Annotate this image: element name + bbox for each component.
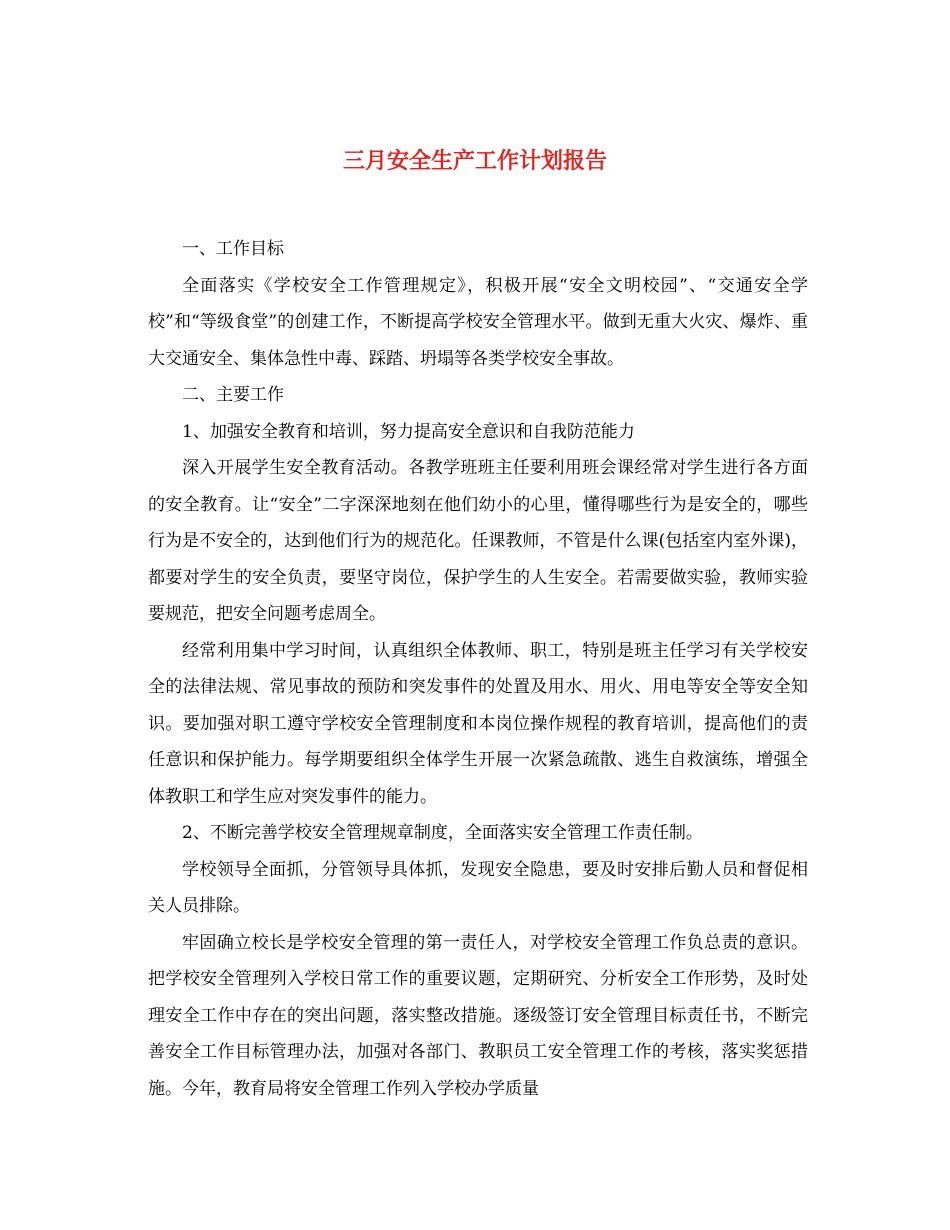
document-title: 三月安全生产工作计划报告 — [342, 148, 607, 174]
paragraph-leadership: 学校领导全面抓，分管领导具体抓，发现安全隐患，要及时安排后勤人员和督促相关人员排除。 — [148, 859, 808, 916]
document-body — [148, 231, 808, 1107]
subheading-education: 1、加强安全教育和培训，努力提高安全意识和自我防范能力 — [182, 421, 635, 442]
paragraph-staff-training: 经常利用集中学习时间，认真组织全体教师、职工，特别是班主任学习有关学校安全的法律法规、常见事故的预防和突发事件的处置及用水、用火、用电等安全等安全知识。要加强对职工遵守学校安全管理制度和本岗位操作规程的教育培训，提高他们的责任意识和保护能力。每学期要组织全体学生开展一次紧急疏散、逃生自救演练，增强全体教职工和学生应对突发事件的能力。 — [148, 640, 808, 807]
paragraph-responsibility: 牢固确立校长是学校安全管理的第一责任人，对学校安全管理工作负总责的意识。把学校安全管理列入学校日常工作的重要议题，定期研究、分析安全工作形势，及时处理安全工作中存在的突出问题，落实整改措施。逐级签订安全管理目标责任书，不断完善安全工作目标管理办法，加强对各部门、教职员工安全管理工作的考核，落实奖惩措施。今年，教育局将安全管理工作列入学校办学质量 — [148, 932, 808, 1099]
section-heading-main-work: 二、主要工作 — [182, 385, 284, 405]
section-heading-goals: 一、工作目标 — [182, 239, 284, 259]
paragraph-student-education: 深入开展学生安全教育活动。各教学班班主任要利用班会课经常对学生进行各方面的安全教育。让“安全”二字深深地刻在他们幼小的心里，懂得哪些行为是安全的，哪些行为是不安全的，达到他们行为的规范化。任课教师，不管是什么课(包括室内室外课)，都要对学生的安全负责，要坚守岗位，保护学生的人生安全。若需要做实验，教师实验要规范，把安全问题考虑周全。 — [148, 458, 808, 624]
subheading-regulations: 2、不断完善学校安全管理规章制度，全面落实安全管理工作责任制。 — [182, 823, 703, 843]
paragraph-goals: 全面落实《学校安全工作管理规定》，积极开展“安全文明校园”、“交通安全学校”和“等级食堂”的创建工作，不断提高学校安全管理水平。做到无重大火灾、爆炸、重大交通安全、集体急性中毒、踩踏、坍塌等各类学校安全事故。 — [148, 275, 808, 369]
